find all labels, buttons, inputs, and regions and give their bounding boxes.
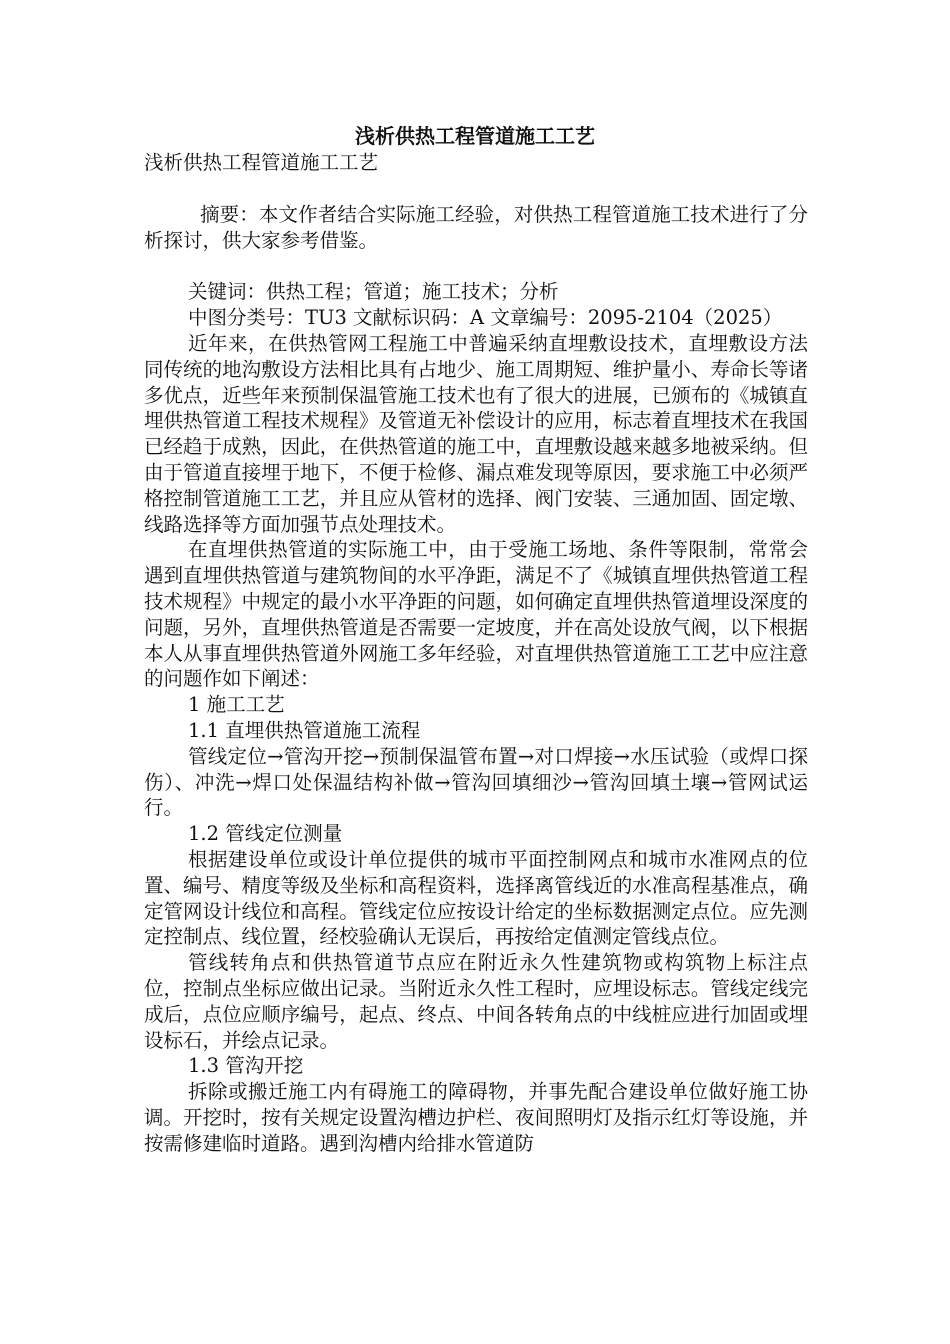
- section-heading-1-2: 1.2 管线定位测量: [188, 822, 343, 846]
- intro-paragraph-2: 在直埋供热管道的实际施工中，由于受施工场地、条件等限制，常常会遇到直埋供热管道与建筑物间的水平净距，满足不了《城镇直埋供热管道工程技术规程》中规定的最小水平净距的问题，如何确定直埋供热管道埋设深度的问题，另外，直埋供热管道是否需要一定坡度，并在高处设放气阀，以下根据本人从事直埋供热管道外网施工多年经验，对直埋供热管道施工工艺中应注意的问题作如下阐述：: [144, 538, 808, 691]
- document-body: [144, 150, 808, 1156]
- classification-line: 中图分类号：TU3 文献标识码：A 文章编号：2095-2104（2025）: [188, 306, 783, 330]
- keywords-line: 关键词：供热工程；管道；施工技术；分析: [188, 280, 559, 304]
- section-1-2-paragraph-1: 根据建设单位或设计单位提供的城市平面控制网点和城市水准网点的位置、编号、精度等级及坐标和高程资料，选择离管线近的水准高程基准点，确定管网设计线位和高程。管线定位应按设计给定的坐标数据测定点位。应先测定控制点、线位置，经校验确认无误后，再按给定值测定管线点位。: [144, 847, 808, 949]
- section-heading-1-1: 1.1 直埋供热管道施工流程: [188, 718, 421, 742]
- abstract-paragraph: 摘要：本文作者结合实际施工经验，对供热工程管道施工技术进行了分析探讨，供大家参考借鉴。: [144, 202, 808, 252]
- section-1-3-text: 拆除或搬迁施工内有碍施工的障碍物，并事先配合建设单位做好施工协调。开挖时，按有关规定设置沟槽边护栏、夜间照明灯及指示红灯等设施，并按需修建临时道路。遇到沟槽内给排水管道防: [144, 1080, 808, 1155]
- section-1-2-paragraph-2: 管线转角点和供热管道节点应在附近永久性建筑物或构筑物上标注点位，控制点坐标应做出记录。当附近永久性工程时，应埋设标志。管线定线完成后，点位应顺序编号，起点、终点、中间各转角点的中线桩应进行加固或埋设标石，并绘点记录。: [144, 951, 808, 1052]
- section-heading-1-3: 1.3 管沟开挖: [188, 1054, 304, 1078]
- document-title: 浅析供热工程管道施工工艺: [355, 124, 595, 148]
- document-subtitle: 浅析供热工程管道施工工艺: [144, 151, 379, 174]
- section-1-1-text: 管线定位→管沟开挖→预制保温管布置→对口焊接→水压试验（或焊口探伤）、冲洗→焊口处保温结构补做→管沟回填细沙→管沟回填土壤→管网试运行。: [144, 744, 808, 820]
- intro-paragraph-1: 近年来，在供热管网工程施工中普遍采纳直埋敷设技术，直埋敷设方法同传统的地沟敷设方法相比具有占地少、施工周期短、维护量小、寿命长等诸多优点，近些年来预制保温管施工技术也有了很大的进展，已颁布的《城镇直埋供热管道工程技术规程》及管道无补偿设计的应用，标志着直埋技术在我国已经趋于成熟，因此，在供热管道的施工中，直埋敷设越来越多地被采纳。但由于管道直接埋于地下，不便于检修、漏点难发现等原因，要求施工中必须严格控制管道施工工艺，并且应从管材的选择、阀门安装、三通加固、固定墩、线路选择等方面加强节点处理技术。: [144, 331, 808, 536]
- section-heading-1: 1 施工工艺: [188, 693, 285, 717]
